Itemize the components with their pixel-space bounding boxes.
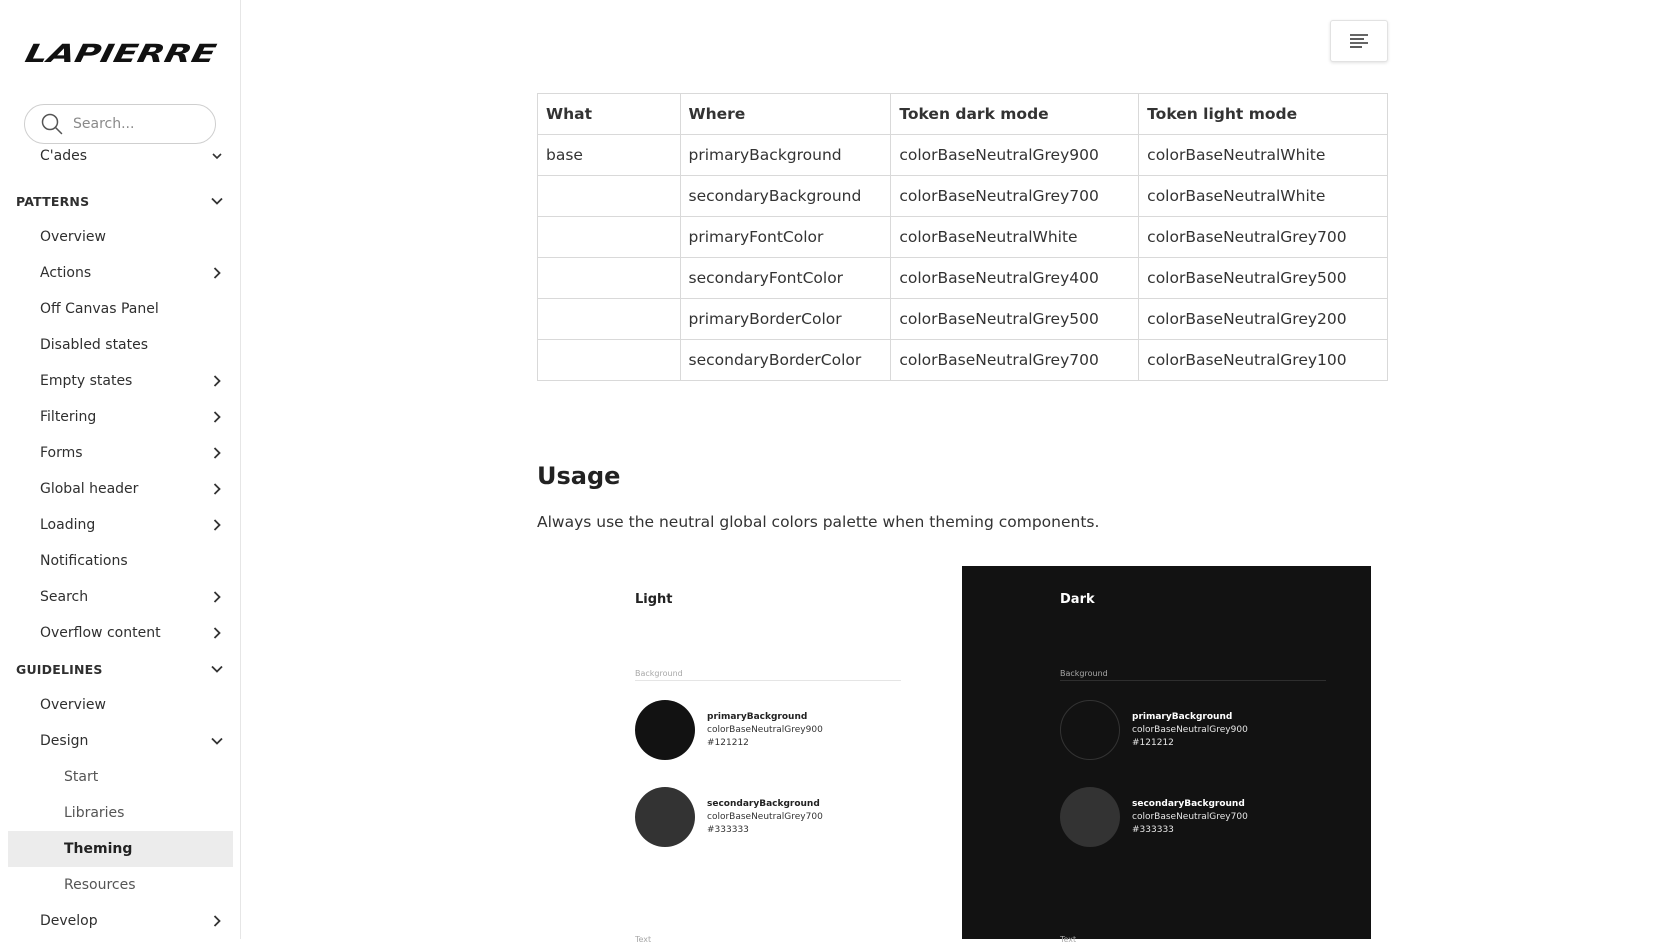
cell-where: primaryFontColor — [680, 217, 891, 258]
panel-section-label: Background — [1060, 669, 1108, 678]
table-row — [538, 258, 1388, 299]
sidebar-item-notifications[interactable] — [8, 543, 233, 579]
light-theme-preview — [537, 566, 946, 944]
cell-light: colorBaseNeutralWhite — [1139, 135, 1388, 176]
panel-section-label: Background — [635, 669, 683, 678]
swatch-info — [707, 798, 823, 837]
sidebar-item-start[interactable] — [8, 759, 233, 795]
swatch-name: secondaryBackground — [1132, 799, 1245, 809]
cell-what — [538, 217, 681, 258]
table-row — [538, 176, 1388, 217]
cell-what: base — [538, 135, 681, 176]
sidebar-item-label: C'ades — [40, 148, 87, 164]
sidebar-item-empty-states[interactable] — [8, 363, 233, 399]
cell-what — [538, 340, 681, 381]
sidebar-item-overflow-content[interactable] — [8, 615, 233, 651]
swatch-info — [707, 711, 823, 750]
panel-title: Light — [635, 592, 673, 607]
divider — [635, 680, 901, 681]
swatch-hex: #121212 — [1132, 738, 1174, 748]
theme-tokens-table — [537, 93, 1388, 381]
cell-dark: colorBaseNeutralGrey500 — [891, 299, 1139, 340]
sidebar-item-label: Forms — [40, 445, 83, 461]
table-row — [538, 299, 1388, 340]
cell-dark: colorBaseNeutralGrey400 — [891, 258, 1139, 299]
primary-background-swatch — [635, 700, 695, 760]
sidebar-item-global-header[interactable] — [8, 471, 233, 507]
swatch-hex: #333333 — [1132, 825, 1174, 835]
usage-heading: Usage — [537, 462, 621, 490]
sidebar-item-label: Resources — [64, 877, 136, 893]
search-box[interactable] — [24, 104, 216, 144]
chevron-right-icon[interactable] — [209, 625, 225, 641]
table-row — [538, 217, 1388, 258]
chevron-right-icon[interactable] — [209, 589, 225, 605]
search-icon — [41, 113, 63, 135]
panel-section-label: Text — [1060, 935, 1077, 944]
cell-what — [538, 258, 681, 299]
sidebar-item-filtering[interactable] — [8, 399, 233, 435]
sidebar-item-guidelines-overview[interactable] — [8, 687, 233, 723]
svg-text:LAPIERRE: LAPIERRE — [22, 39, 165, 68]
table-of-contents-icon — [1349, 33, 1369, 49]
swatch-token: colorBaseNeutralGrey700 — [707, 812, 823, 822]
table-row — [538, 135, 1388, 176]
sidebar-item-off-canvas-panel[interactable] — [8, 291, 233, 327]
cell-what — [538, 176, 681, 217]
chevron-right-icon[interactable] — [209, 517, 225, 533]
sidebar-item-label: Notifications — [40, 553, 128, 569]
sidebar-item-label: Theming — [64, 841, 133, 857]
chevron-right-icon[interactable] — [209, 445, 225, 461]
swatch-hex: #121212 — [707, 738, 749, 748]
column-header-where: Where — [680, 94, 891, 135]
cell-where: secondaryBackground — [680, 176, 891, 217]
sidebar-item-partial[interactable] — [8, 150, 233, 164]
table-header-row — [538, 94, 1388, 135]
sidebar-item-forms[interactable] — [8, 435, 233, 471]
sidebar — [0, 0, 241, 939]
swatch-token: colorBaseNeutralGrey900 — [707, 725, 823, 735]
search-input[interactable] — [73, 116, 203, 132]
swatch-token: colorBaseNeutralGrey900 — [1132, 725, 1248, 735]
panel-section-label: Text — [635, 935, 652, 944]
swatch-name: primaryBackground — [1132, 712, 1233, 722]
cell-dark: colorBaseNeutralGrey700 — [891, 176, 1139, 217]
chevron-right-icon[interactable] — [209, 409, 225, 425]
secondary-background-swatch — [635, 787, 695, 847]
cell-light: colorBaseNeutralGrey200 — [1139, 299, 1388, 340]
sidebar-item-overview[interactable] — [8, 219, 233, 255]
cell-dark: colorBaseNeutralWhite — [891, 217, 1139, 258]
main-content — [241, 0, 1680, 944]
primary-background-swatch — [1060, 700, 1120, 760]
sidebar-item-actions[interactable] — [8, 255, 233, 291]
sidebar-item-label: Loading — [40, 517, 96, 533]
swatch-info — [1132, 711, 1248, 750]
sidebar-item-design[interactable] — [8, 723, 233, 759]
sidebar-item-label: Off Canvas Panel — [40, 301, 159, 317]
dark-theme-preview — [962, 566, 1371, 944]
sidebar-item-label: Libraries — [64, 805, 125, 821]
sidebar-item-label: Design — [40, 733, 89, 749]
sidebar-item-loading[interactable] — [8, 507, 233, 543]
cell-light: colorBaseNeutralGrey500 — [1139, 258, 1388, 299]
cell-where: primaryBackground — [680, 135, 891, 176]
sidebar-item-label: Actions — [40, 265, 92, 281]
section-patterns-label: PATTERNS — [16, 193, 90, 209]
cell-light: colorBaseNeutralWhite — [1139, 176, 1388, 217]
table-of-contents-button[interactable] — [1330, 20, 1388, 62]
chevron-right-icon[interactable] — [209, 481, 225, 497]
cell-what — [538, 299, 681, 340]
cell-light: colorBaseNeutralGrey100 — [1139, 340, 1388, 381]
sidebar-item-label: Overflow content — [40, 625, 161, 641]
column-header-what: What — [538, 94, 681, 135]
divider — [1060, 680, 1326, 681]
chevron-right-icon[interactable] — [209, 265, 225, 281]
sidebar-item-label: Disabled states — [40, 337, 149, 353]
chevron-right-icon[interactable] — [209, 373, 225, 389]
cell-dark: colorBaseNeutralGrey900 — [891, 135, 1139, 176]
panel-title: Dark — [1060, 592, 1095, 607]
usage-description: Always use the neutral global colors palette when theming components. — [537, 513, 1100, 531]
sidebar-item-label: Filtering — [40, 409, 97, 425]
swatch-info — [1132, 798, 1248, 837]
sidebar-item-label: Global header — [40, 481, 139, 497]
sidebar-item-resources[interactable] — [8, 867, 233, 903]
swatch-name: primaryBackground — [707, 712, 808, 722]
lapierre-logo[interactable] — [24, 38, 216, 66]
swatch-hex: #333333 — [707, 825, 749, 835]
swatch-name: secondaryBackground — [707, 799, 820, 809]
cell-light: colorBaseNeutralGrey700 — [1139, 217, 1388, 258]
section-guidelines[interactable] — [16, 651, 225, 687]
sidebar-item-label: Search — [40, 589, 89, 605]
section-guidelines-label: GUIDELINES — [16, 661, 103, 677]
section-patterns[interactable] — [16, 183, 225, 219]
chevron-right-icon[interactable] — [209, 913, 225, 929]
sidebar-item-label: Develop — [40, 913, 98, 929]
sidebar-item-libraries[interactable] — [8, 795, 233, 831]
secondary-background-swatch — [1060, 787, 1120, 847]
sidebar-item-label: Start — [64, 769, 99, 785]
cell-where: primaryBorderColor — [680, 299, 891, 340]
sidebar-item-search[interactable] — [8, 579, 233, 615]
chevron-down-icon[interactable] — [209, 733, 225, 749]
chevron-down-icon[interactable] — [209, 661, 225, 677]
cell-where: secondaryBorderColor — [680, 340, 891, 381]
sidebar-item-theming[interactable] — [8, 831, 233, 867]
cell-dark: colorBaseNeutralGrey700 — [891, 340, 1139, 381]
sidebar-item-label: Empty states — [40, 373, 133, 389]
sidebar-item-disabled-states[interactable] — [8, 327, 233, 363]
column-header-token-light: Token light mode — [1139, 94, 1388, 135]
sidebar-item-develop[interactable] — [8, 903, 233, 939]
table-row — [538, 340, 1388, 381]
sidebar-item-label: Overview — [40, 229, 106, 245]
column-header-token-dark: Token dark mode — [891, 94, 1139, 135]
swatch-token: colorBaseNeutralGrey700 — [1132, 812, 1248, 822]
chevron-down-icon — [209, 148, 225, 164]
chevron-down-icon[interactable] — [209, 193, 225, 209]
cell-where: secondaryFontColor — [680, 258, 891, 299]
brand-wordmark — [24, 38, 216, 66]
sidebar-item-label: Overview — [40, 697, 106, 713]
